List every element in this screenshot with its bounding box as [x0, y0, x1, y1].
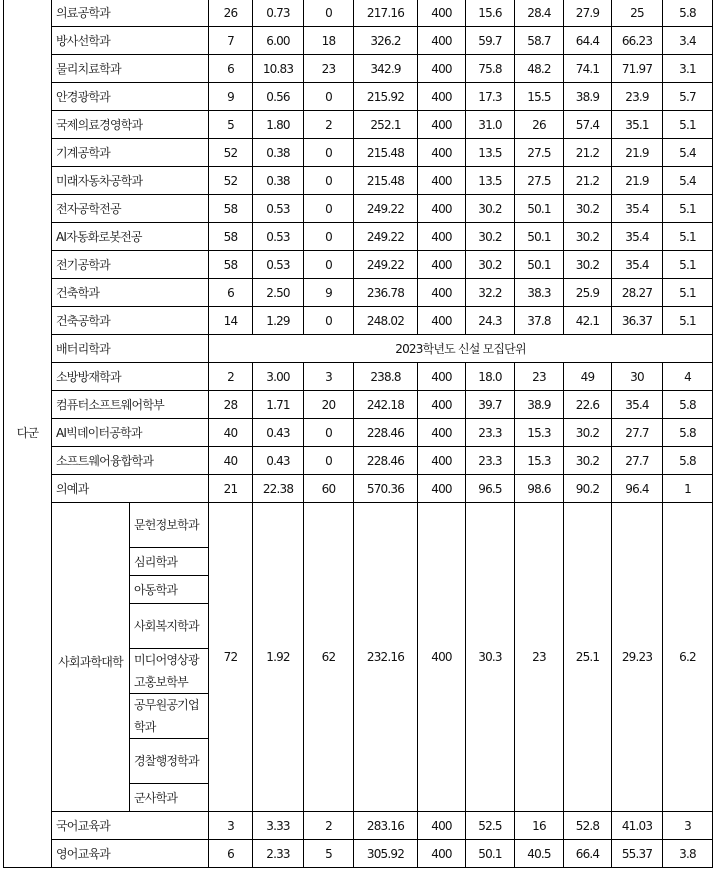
table-row	[4, 475, 713, 503]
value-cell: 15.6	[466, 0, 515, 27]
value-cell: 98.6	[515, 475, 564, 503]
new-unit-notice: 2023학년도 신설 모집단위	[209, 335, 713, 363]
value-cell: 1.80	[253, 111, 304, 139]
value-cell: 50.1	[515, 251, 564, 279]
value-cell: 2	[304, 111, 354, 139]
value-cell: 40	[209, 419, 253, 447]
department-name: 물리치료학과	[52, 55, 209, 83]
value-cell: 30	[612, 363, 663, 391]
value-cell: 23	[515, 503, 564, 812]
value-cell: 0.53	[253, 195, 304, 223]
value-cell: 30.2	[564, 251, 612, 279]
sub-department-name: 군사학과	[130, 784, 209, 812]
value-cell: 2.33	[253, 840, 304, 868]
value-cell: 59.7	[466, 27, 515, 55]
value-cell: 248.02	[354, 307, 418, 335]
value-cell: 0.43	[253, 447, 304, 475]
value-cell: 75.8	[466, 55, 515, 83]
value-cell: 30.2	[466, 223, 515, 251]
value-cell: 400	[418, 363, 466, 391]
value-cell: 0	[304, 419, 354, 447]
value-cell: 21	[209, 475, 253, 503]
value-cell: 35.4	[612, 391, 663, 419]
value-cell: 40	[209, 447, 253, 475]
value-cell: 28.27	[612, 279, 663, 307]
value-cell: 2	[209, 363, 253, 391]
table-row	[4, 307, 713, 335]
value-cell: 35.4	[612, 251, 663, 279]
table-row	[4, 279, 713, 307]
value-cell: 17.3	[466, 83, 515, 111]
value-cell: 0.53	[253, 223, 304, 251]
value-cell: 215.48	[354, 167, 418, 195]
value-cell: 38.3	[515, 279, 564, 307]
department-name: AI자동화로봇전공	[52, 223, 209, 251]
department-name: 전기공학과	[52, 251, 209, 279]
value-cell: 1.71	[253, 391, 304, 419]
sub-department-name: 문헌정보학과	[130, 503, 209, 548]
value-cell: 236.78	[354, 279, 418, 307]
value-cell: 1.92	[253, 503, 304, 812]
value-cell: 30.2	[564, 223, 612, 251]
value-cell: 27.9	[564, 0, 612, 27]
value-cell: 21.9	[612, 167, 663, 195]
value-cell: 26	[515, 111, 564, 139]
value-cell: 10.83	[253, 55, 304, 83]
value-cell: 400	[418, 419, 466, 447]
value-cell: 15.3	[515, 419, 564, 447]
value-cell: 6	[209, 55, 253, 83]
value-cell: 1.29	[253, 307, 304, 335]
value-cell: 5.1	[663, 111, 713, 139]
value-cell: 5	[304, 840, 354, 868]
value-cell: 30.2	[466, 251, 515, 279]
value-cell: 400	[418, 391, 466, 419]
value-cell: 58	[209, 223, 253, 251]
table-row	[4, 812, 713, 840]
value-cell: 4	[663, 363, 713, 391]
value-cell: 3	[209, 812, 253, 840]
value-cell: 66.4	[564, 840, 612, 868]
value-cell: 5.8	[663, 391, 713, 419]
value-cell: 23	[515, 363, 564, 391]
department-name: 전자공학전공	[52, 195, 209, 223]
value-cell: 6	[209, 840, 253, 868]
value-cell: 58.7	[515, 27, 564, 55]
value-cell: 5.8	[663, 0, 713, 27]
value-cell: 28.4	[515, 0, 564, 27]
value-cell: 400	[418, 812, 466, 840]
value-cell: 58	[209, 195, 253, 223]
value-cell: 31.0	[466, 111, 515, 139]
value-cell: 74.1	[564, 55, 612, 83]
value-cell: 52	[209, 167, 253, 195]
value-cell: 36.37	[612, 307, 663, 335]
value-cell: 6.00	[253, 27, 304, 55]
value-cell: 0.56	[253, 83, 304, 111]
value-cell: 52.5	[466, 812, 515, 840]
value-cell: 15.5	[515, 83, 564, 111]
value-cell: 24.3	[466, 307, 515, 335]
value-cell: 42.1	[564, 307, 612, 335]
table-row	[4, 195, 713, 223]
department-name: AI빅데이터공학과	[52, 419, 209, 447]
value-cell: 0	[304, 251, 354, 279]
value-cell: 238.8	[354, 363, 418, 391]
value-cell: 215.92	[354, 83, 418, 111]
value-cell: 0	[304, 307, 354, 335]
value-cell: 3.33	[253, 812, 304, 840]
value-cell: 25	[612, 0, 663, 27]
value-cell: 21.2	[564, 139, 612, 167]
value-cell: 5.8	[663, 419, 713, 447]
value-cell: 35.4	[612, 223, 663, 251]
value-cell: 326.2	[354, 27, 418, 55]
value-cell: 49	[564, 363, 612, 391]
value-cell: 55.37	[612, 840, 663, 868]
department-name: 안경광학과	[52, 83, 209, 111]
value-cell: 0.53	[253, 251, 304, 279]
value-cell: 41.03	[612, 812, 663, 840]
value-cell: 5.1	[663, 251, 713, 279]
value-cell: 6.2	[663, 503, 713, 812]
value-cell: 400	[418, 447, 466, 475]
value-cell: 66.23	[612, 27, 663, 55]
value-cell: 5	[209, 111, 253, 139]
value-cell: 48.2	[515, 55, 564, 83]
table-row	[4, 223, 713, 251]
value-cell: 1	[663, 475, 713, 503]
value-cell: 0	[304, 195, 354, 223]
table-row	[4, 27, 713, 55]
value-cell: 0	[304, 447, 354, 475]
value-cell: 3.4	[663, 27, 713, 55]
value-cell: 228.46	[354, 419, 418, 447]
value-cell: 60	[304, 475, 354, 503]
sub-department-name: 공무원공기업학과	[130, 694, 209, 739]
table-row	[4, 139, 713, 167]
value-cell: 400	[418, 503, 466, 812]
value-cell: 2.50	[253, 279, 304, 307]
group-label: 다군	[4, 0, 52, 868]
value-cell: 5.1	[663, 195, 713, 223]
value-cell: 16	[515, 812, 564, 840]
value-cell: 30.2	[466, 195, 515, 223]
value-cell: 38.9	[515, 391, 564, 419]
department-name: 미래자동차공학과	[52, 167, 209, 195]
value-cell: 23.3	[466, 447, 515, 475]
value-cell: 21.9	[612, 139, 663, 167]
table-row	[4, 55, 713, 83]
value-cell: 0	[304, 167, 354, 195]
value-cell: 35.1	[612, 111, 663, 139]
value-cell: 23.9	[612, 83, 663, 111]
value-cell: 13.5	[466, 139, 515, 167]
value-cell: 27.7	[612, 419, 663, 447]
value-cell: 39.7	[466, 391, 515, 419]
value-cell: 50.1	[515, 195, 564, 223]
sub-department-name: 아동학과	[130, 576, 209, 604]
college-name: 사회과학대학	[52, 503, 130, 812]
value-cell: 400	[418, 223, 466, 251]
value-cell: 0.43	[253, 419, 304, 447]
value-cell: 0	[304, 139, 354, 167]
department-name: 국어교육과	[52, 812, 209, 840]
value-cell: 58	[209, 251, 253, 279]
value-cell: 32.2	[466, 279, 515, 307]
department-name: 건축학과	[52, 279, 209, 307]
value-cell: 26	[209, 0, 253, 27]
value-cell: 50.1	[466, 840, 515, 868]
table-row	[4, 840, 713, 868]
value-cell: 0	[304, 0, 354, 27]
value-cell: 40.5	[515, 840, 564, 868]
value-cell: 62	[304, 503, 354, 812]
value-cell: 52	[209, 139, 253, 167]
value-cell: 242.18	[354, 391, 418, 419]
value-cell: 400	[418, 475, 466, 503]
table-row	[4, 111, 713, 139]
value-cell: 5.1	[663, 279, 713, 307]
table-row	[4, 83, 713, 111]
department-name: 영어교육과	[52, 840, 209, 868]
table-row	[4, 391, 713, 419]
value-cell: 283.16	[354, 812, 418, 840]
value-cell: 50.1	[515, 223, 564, 251]
value-cell: 0	[304, 223, 354, 251]
value-cell: 570.36	[354, 475, 418, 503]
value-cell: 3	[663, 812, 713, 840]
value-cell: 400	[418, 307, 466, 335]
value-cell: 5.1	[663, 223, 713, 251]
value-cell: 400	[418, 195, 466, 223]
table-row	[4, 335, 713, 363]
value-cell: 14	[209, 307, 253, 335]
value-cell: 249.22	[354, 251, 418, 279]
value-cell: 18	[304, 27, 354, 55]
value-cell: 5.1	[663, 307, 713, 335]
department-name: 방사선학과	[52, 27, 209, 55]
admission-results-table	[3, 0, 713, 868]
table-row	[4, 0, 713, 27]
value-cell: 25.9	[564, 279, 612, 307]
value-cell: 3.00	[253, 363, 304, 391]
department-name: 국제의료경영학과	[52, 111, 209, 139]
value-cell: 5.4	[663, 139, 713, 167]
value-cell: 52.8	[564, 812, 612, 840]
value-cell: 0.38	[253, 167, 304, 195]
table-row	[4, 447, 713, 475]
value-cell: 90.2	[564, 475, 612, 503]
value-cell: 96.4	[612, 475, 663, 503]
value-cell: 0.38	[253, 139, 304, 167]
value-cell: 72	[209, 503, 253, 812]
value-cell: 27.5	[515, 139, 564, 167]
sub-department-name: 미디어영상광고홍보학부	[130, 649, 209, 694]
value-cell: 23.3	[466, 419, 515, 447]
value-cell: 342.9	[354, 55, 418, 83]
value-cell: 22.6	[564, 391, 612, 419]
sub-department-name: 심리학과	[130, 548, 209, 576]
table-row	[4, 363, 713, 391]
value-cell: 28	[209, 391, 253, 419]
value-cell: 217.16	[354, 0, 418, 27]
value-cell: 35.4	[612, 195, 663, 223]
value-cell: 30.3	[466, 503, 515, 812]
department-name: 의예과	[52, 475, 209, 503]
value-cell: 37.8	[515, 307, 564, 335]
value-cell: 400	[418, 0, 466, 27]
value-cell: 27.5	[515, 167, 564, 195]
value-cell: 30.2	[564, 447, 612, 475]
value-cell: 96.5	[466, 475, 515, 503]
value-cell: 20	[304, 391, 354, 419]
value-cell: 215.48	[354, 139, 418, 167]
value-cell: 400	[418, 111, 466, 139]
value-cell: 25.1	[564, 503, 612, 812]
department-name: 소프트웨어융합학과	[52, 447, 209, 475]
department-name: 배터리학과	[52, 335, 209, 363]
value-cell: 232.16	[354, 503, 418, 812]
value-cell: 2	[304, 812, 354, 840]
value-cell: 3.1	[663, 55, 713, 83]
table-row	[4, 167, 713, 195]
value-cell: 400	[418, 83, 466, 111]
value-cell: 7	[209, 27, 253, 55]
value-cell: 5.7	[663, 83, 713, 111]
department-name: 컴퓨터소프트웨어학부	[52, 391, 209, 419]
table-row	[4, 251, 713, 279]
value-cell: 15.3	[515, 447, 564, 475]
value-cell: 57.4	[564, 111, 612, 139]
value-cell: 400	[418, 27, 466, 55]
value-cell: 38.9	[564, 83, 612, 111]
value-cell: 3.8	[663, 840, 713, 868]
value-cell: 400	[418, 279, 466, 307]
department-name: 건축공학과	[52, 307, 209, 335]
value-cell: 13.5	[466, 167, 515, 195]
value-cell: 27.7	[612, 447, 663, 475]
sub-department-name: 경찰행정학과	[130, 739, 209, 784]
value-cell: 22.38	[253, 475, 304, 503]
value-cell: 9	[304, 279, 354, 307]
value-cell: 6	[209, 279, 253, 307]
value-cell: 5.8	[663, 447, 713, 475]
table-row	[4, 419, 713, 447]
value-cell: 5.4	[663, 167, 713, 195]
value-cell: 400	[418, 55, 466, 83]
value-cell: 18.0	[466, 363, 515, 391]
value-cell: 249.22	[354, 223, 418, 251]
value-cell: 3	[304, 363, 354, 391]
value-cell: 29.23	[612, 503, 663, 812]
department-name: 의료공학과	[52, 0, 209, 27]
department-name: 기계공학과	[52, 139, 209, 167]
value-cell: 30.2	[564, 419, 612, 447]
value-cell: 400	[418, 167, 466, 195]
value-cell: 249.22	[354, 195, 418, 223]
value-cell: 0.73	[253, 0, 304, 27]
value-cell: 252.1	[354, 111, 418, 139]
table-row	[4, 503, 713, 548]
value-cell: 400	[418, 251, 466, 279]
value-cell: 23	[304, 55, 354, 83]
value-cell: 0	[304, 83, 354, 111]
value-cell: 9	[209, 83, 253, 111]
department-name: 소방방재학과	[52, 363, 209, 391]
value-cell: 71.97	[612, 55, 663, 83]
value-cell: 64.4	[564, 27, 612, 55]
value-cell: 30.2	[564, 195, 612, 223]
value-cell: 400	[418, 840, 466, 868]
sub-department-name: 사회복지학과	[130, 604, 209, 649]
value-cell: 305.92	[354, 840, 418, 868]
value-cell: 228.46	[354, 447, 418, 475]
value-cell: 21.2	[564, 167, 612, 195]
value-cell: 400	[418, 139, 466, 167]
